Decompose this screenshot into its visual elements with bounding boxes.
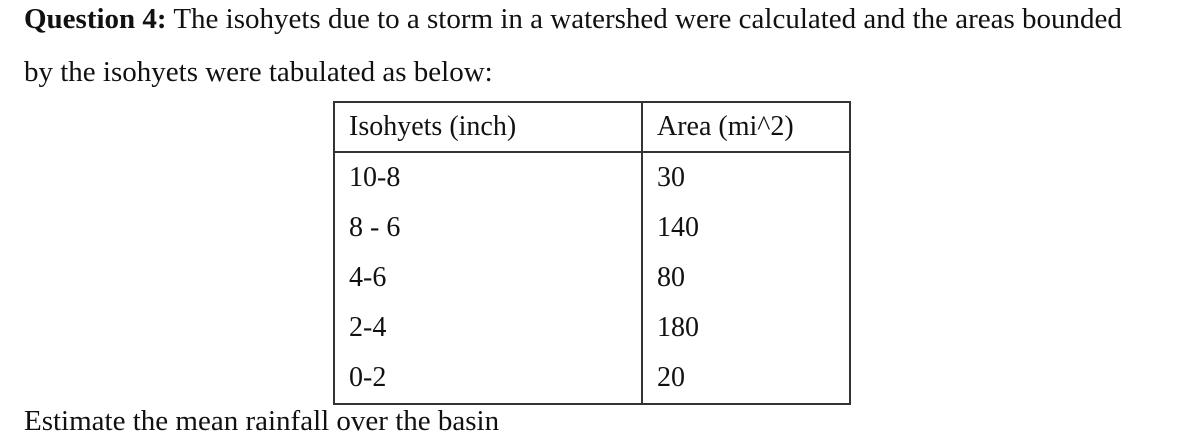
table-row [334,353,850,404]
area-cell: 140 [657,212,699,243]
isohyet-cell: 2-4 [334,303,642,353]
isohyet-cell: 0-2 [334,353,642,404]
table-row [334,203,850,253]
header-area: Area (mi^2) [642,102,850,152]
area-cell: 20 [657,362,685,393]
question-text: The isohyets due to a storm in a watershed were calculated and the areas bounded [166,3,1122,35]
question-label: Question 4: [24,3,167,35]
table-row [334,253,850,303]
isohyet-cell: 4-6 [334,253,642,303]
table-row [334,152,850,203]
instruction-text: Estimate the mean rainfall over the basin [24,405,500,437]
table-row [334,303,850,353]
header-isohyets: Isohyets (inch) [334,102,642,152]
area-cell: 30 [657,162,685,193]
question-text-line-2: by the isohyets were tabulated as below: [24,56,493,88]
question-text-line-1 [24,2,1122,36]
isohyet-table [333,101,851,405]
area-cell: 80 [657,262,685,293]
area-cell: 180 [657,312,699,343]
table-header-row [334,102,850,152]
isohyet-cell: 8 - 6 [334,203,642,253]
isohyet-cell: 10-8 [334,152,642,203]
